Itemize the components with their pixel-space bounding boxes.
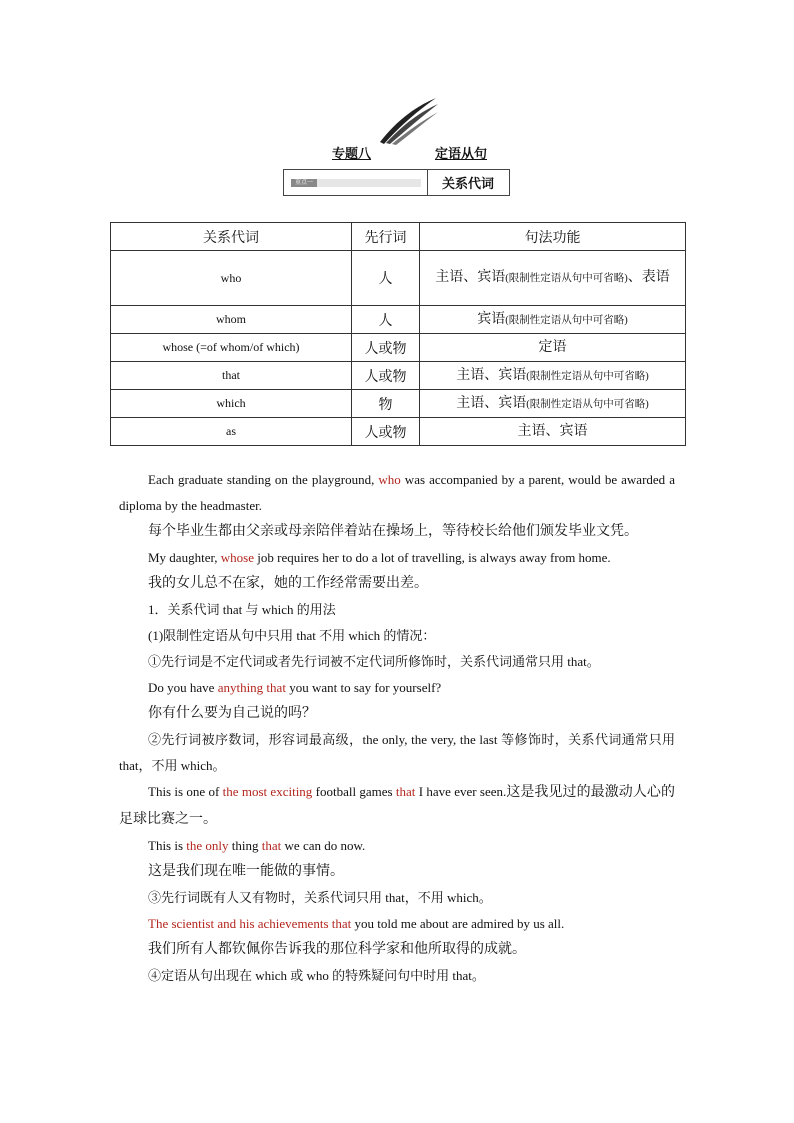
function-note: (限制性定语从句中可省略) (526, 370, 649, 382)
example-text: This is (148, 838, 187, 853)
pronoun-cell: as (111, 418, 352, 446)
example-text: we can do now. (281, 838, 366, 853)
section-header-box (283, 169, 510, 196)
function-main: 主语、宾语 (456, 395, 527, 411)
function-note: (限制性定语从句中可省略) (505, 314, 628, 326)
rule-text: ④定语从句出现在 which 或 who 的特殊疑问句中时用 that。 (148, 968, 485, 983)
function-main: 主语、宾语 (435, 270, 506, 285)
example-sentence (119, 467, 675, 519)
pronoun-cell: whose (=of whom/of which) (111, 334, 352, 362)
table-row (111, 362, 686, 390)
example-sentence (119, 833, 675, 859)
translation: 我的女儿总不在家，她的工作经常需要出差。 (148, 576, 428, 591)
subsection-heading: (1)限制性定语从句中只用 that 不用 which 的情况： (148, 628, 436, 643)
example-text: I have ever seen. (415, 784, 507, 799)
antecedent-cell: 人 (352, 306, 420, 334)
table-row (111, 306, 686, 334)
function-cell (420, 418, 686, 446)
function-main: 宾语 (477, 311, 506, 327)
topic-title: 定语从句 (435, 146, 488, 161)
function-cell (420, 306, 686, 334)
header-cell: 先行词 (352, 223, 420, 251)
antecedent-cell: 人或物 (352, 418, 420, 446)
section-divider (427, 170, 428, 195)
example-text: Do you have (148, 680, 218, 695)
highlight: anything that (217, 680, 286, 695)
section-heading: 1．关系代词 that 与 which 的用法 (148, 602, 336, 617)
example-text: This is one of (148, 784, 223, 799)
rule-text: ①先行词是不定代词或者先行词被不定代词所修饰时，关系代词通常只用 that。 (148, 654, 600, 669)
example-sentence (119, 911, 675, 937)
section-title: 关系代词 (442, 176, 495, 191)
pronoun-cell: that (111, 362, 352, 390)
highlight: that (395, 784, 416, 799)
function-note: (限制性定语从句中可省略) (526, 398, 649, 410)
translation: 这是我们现在唯一能做的事情。 (148, 864, 344, 879)
function-note: (限制性定语从句中可省略) (505, 273, 628, 284)
table-row (111, 390, 686, 418)
function-cell (420, 251, 686, 306)
translation: 你有什么要为自己说的吗？ (148, 706, 316, 721)
relative-pronoun-table (110, 222, 686, 446)
highlight: The scientist and his achievements that (148, 916, 352, 931)
rule-text: ②先行词被序数词，形容词最高级，the only, the very, the last 等修饰时，关系代词通常只用 that，不用 which。 (119, 732, 675, 773)
antecedent-cell: 物 (352, 390, 420, 418)
header-cell: 句法功能 (420, 223, 686, 251)
translation: 这是我见过的最激动人心的足球比赛之一。 (119, 785, 675, 827)
function-cell (420, 334, 686, 362)
example-text: you told me about are admired by us all. (351, 916, 565, 931)
rule-text: ③先行词既有人又有物时，关系代词只用 that，不用 which。 (148, 890, 492, 905)
example-text: football games (312, 784, 396, 799)
translation: 我们所有人都钦佩你告诉我的那位科学家和他所取得的成就。 (148, 942, 526, 957)
function-tail: 、表语 (627, 270, 670, 285)
pronoun-cell: whom (111, 306, 352, 334)
example-text: thing (228, 838, 262, 853)
table-row (111, 418, 686, 446)
antecedent-cell: 人或物 (352, 362, 420, 390)
highlight: the only (186, 838, 229, 853)
function-main: 主语、宾语 (456, 367, 527, 383)
example-text: My daughter, (148, 550, 221, 565)
function-cell (420, 390, 686, 418)
table-row (111, 334, 686, 362)
antecedent-cell: 人 (352, 251, 420, 306)
header-cell: 关系代词 (111, 223, 352, 251)
pronoun-cell: who (111, 251, 352, 306)
explanation-body (119, 467, 675, 989)
example-sentence (119, 779, 675, 833)
function-main: 主语、宾语 (517, 424, 588, 439)
highlight: who (378, 472, 401, 487)
example-text: was accompanied by a parent, would be awarded a diploma by the headmaster. (119, 472, 675, 513)
example-sentence (119, 545, 675, 571)
highlight: whose (220, 550, 254, 565)
pronoun-cell: which (111, 390, 352, 418)
translation: 每个毕业生都由父亲或母亲陪伴着站在操场上，等待校长给他们颁发毕业文凭。 (148, 524, 638, 539)
brush-stroke-logo (376, 96, 440, 146)
example-sentence (119, 675, 675, 701)
function-cell (420, 362, 686, 390)
example-text: Each graduate standing on the playground, (148, 472, 379, 487)
example-text: job requires her to do a lot of travelling, is always away from home. (254, 550, 611, 565)
table-row (111, 251, 686, 306)
antecedent-cell: 人或物 (352, 334, 420, 362)
highlight: the most exciting (222, 784, 313, 799)
section-tag: 重点一 (291, 179, 317, 187)
example-text: you want to say for yourself? (285, 680, 442, 695)
table-header-row (111, 223, 686, 251)
function-main: 定语 (538, 340, 567, 355)
topic-label: 专题八 (332, 146, 372, 161)
highlight: that (261, 838, 282, 853)
